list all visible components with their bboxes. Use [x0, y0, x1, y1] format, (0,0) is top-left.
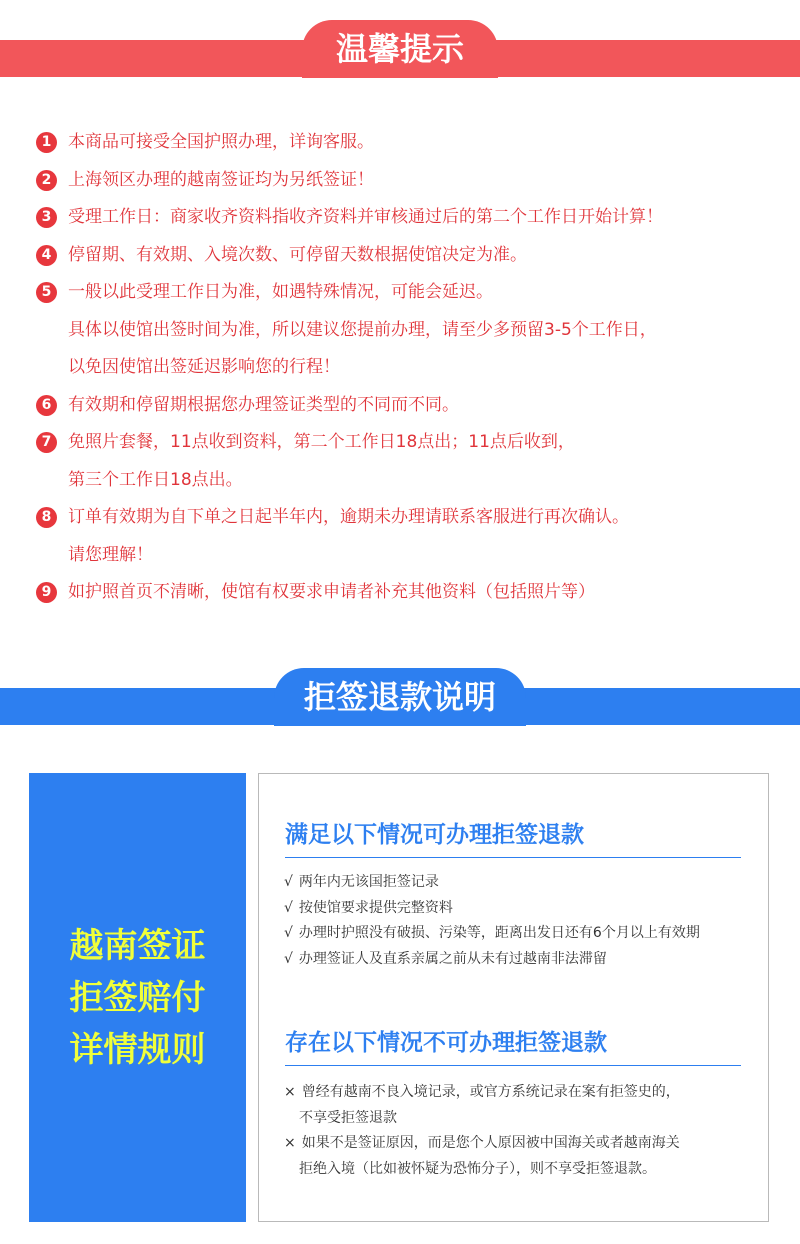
- notice-item: [36, 499, 786, 574]
- notice-item: [36, 387, 786, 425]
- eligible-item: [284, 896, 754, 922]
- cross-mark-icon: ×: [284, 1135, 296, 1151]
- notice-item-text: 以免因使馆出签延迟影响您的行程！: [68, 357, 340, 377]
- check-mark-icon: √: [284, 950, 293, 967]
- ineligible-list: [284, 1080, 754, 1182]
- check-mark-icon: √: [284, 899, 293, 916]
- cross-mark-icon: ×: [284, 1084, 296, 1100]
- notice-item-text: 订单有效期为自下单之日起半年内，逾期未办理请联系客服进行再次确认。: [68, 507, 629, 527]
- refund-left-panel: [29, 773, 246, 1222]
- ineligible-item: [284, 1080, 754, 1131]
- notice-list: [36, 124, 786, 612]
- ineligible-item-text: 拒绝入境（比如被怀疑为恐怖分子），则不享受拒签退款。: [299, 1160, 656, 1177]
- refund-rules-panel: [258, 773, 769, 1222]
- number-badge-icon: 9: [36, 582, 57, 603]
- eligible-heading: 满足以下情况可办理拒签退款: [285, 816, 741, 858]
- notice-item: [36, 124, 786, 162]
- notice-item: [36, 162, 786, 200]
- notice-item-text: 停留期、有效期、入境次数、可停留天数根据使馆决定为准。: [68, 244, 527, 265]
- notice-item: [36, 574, 786, 612]
- notice-item-text: 本商品可接受全国护照办理，详询客服。: [68, 132, 374, 152]
- number-badge-icon: 4: [36, 245, 57, 266]
- notice-item-text: 上海领区办理的越南签证均为另纸签证！: [68, 169, 374, 190]
- ineligible-heading: 存在以下情况不可办理拒签退款: [285, 1024, 741, 1066]
- number-badge-icon: 5: [36, 282, 57, 303]
- number-badge-icon: 3: [36, 207, 57, 228]
- left-panel-line-1: 越南签证: [69, 925, 206, 966]
- number-badge-icon: 7: [36, 432, 57, 453]
- eligible-item-text: 两年内无该国拒签记录: [298, 874, 439, 890]
- eligible-item: [284, 921, 754, 947]
- number-badge-icon: 2: [36, 170, 57, 191]
- check-mark-icon: √: [284, 874, 293, 890]
- notice-item: [36, 274, 786, 387]
- ineligible-item: [284, 1131, 754, 1182]
- eligible-item: [284, 947, 754, 973]
- notice-item-text: 具体以使馆出签时间为准，所以建议您提前办理，请至少多预留3-5个工作日，: [68, 319, 657, 340]
- number-badge-icon: 6: [36, 395, 57, 416]
- notice-item-text: 免照片套餐，11点收到资料，第二个工作日18点出；11点后收到，: [68, 432, 575, 452]
- notice-item: [36, 424, 786, 499]
- notice-item-text: 第三个工作日18点出。: [68, 469, 243, 490]
- check-mark-icon: √: [284, 925, 293, 941]
- eligible-item-text: 办理签证人及直系亲属之前从未有过越南非法滞留: [298, 950, 607, 967]
- eligible-item: [284, 870, 754, 896]
- notice-item: [36, 237, 786, 275]
- ineligible-item-text: 如果不是签证原因，而是您个人原因被中国海关或者越南海关: [301, 1135, 680, 1151]
- eligible-item-text: 办理时护照没有破损、污染等，距离出发日还有6个月以上有效期: [298, 925, 700, 941]
- notice-item: [36, 199, 786, 237]
- eligible-item-text: 按使馆要求提供完整资料: [298, 899, 453, 916]
- notice-item-text: 有效期和停留期根据您办理签证类型的不同而不同。: [68, 394, 459, 415]
- notice-item-text: 受理工作日：商家收齐资料指收齐资料并审核通过后的第二个工作日开始计算！: [68, 207, 663, 227]
- eligible-list: [284, 870, 754, 972]
- number-badge-icon: 1: [36, 132, 57, 153]
- ineligible-item-text: 曾经有越南不良入境记录，或官方系统记录在案有拒签史的，: [301, 1084, 680, 1100]
- number-badge-icon: 8: [36, 507, 57, 528]
- notice-item-text: 如护照首页不清晰，使馆有权要求申请者补充其他资料（包括照片等）: [68, 582, 595, 602]
- notice-title: 温馨提示: [302, 20, 498, 78]
- notice-item-text: 请您理解！: [68, 544, 153, 565]
- left-panel-line-3: 详情规则: [69, 1029, 206, 1070]
- notice-item-text: 一般以此受理工作日为准，如遇特殊情况，可能会延迟。: [68, 282, 493, 302]
- refund-title: 拒签退款说明: [274, 668, 526, 726]
- ineligible-item-text: 不享受拒签退款: [299, 1109, 397, 1126]
- left-panel-line-2: 拒签赔付: [69, 977, 206, 1018]
